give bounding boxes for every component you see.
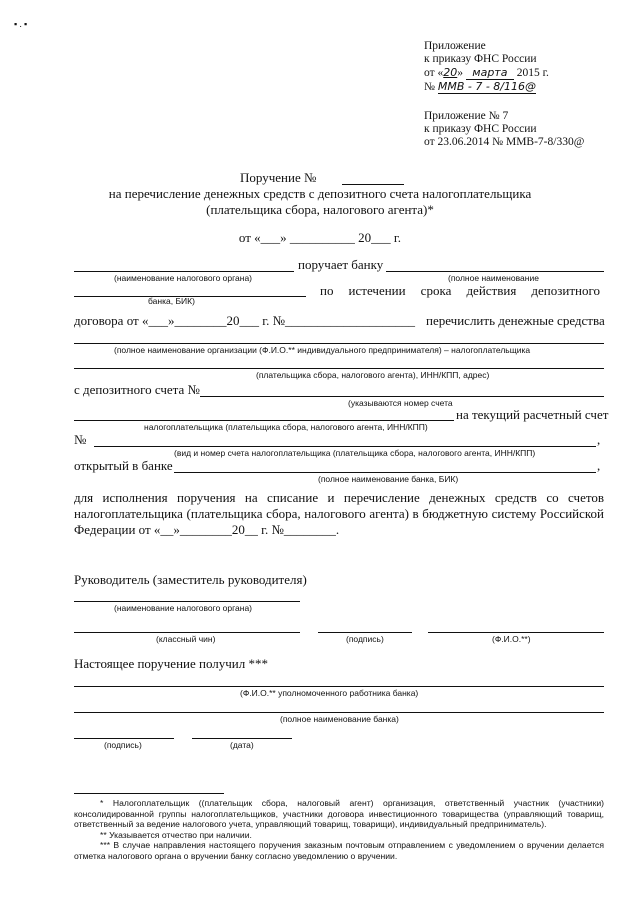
caption-bank-name: (полное наименование банка) — [280, 714, 399, 724]
bank-name-full-line — [74, 712, 604, 713]
bank-line — [174, 472, 596, 473]
appendix-7-title: Приложение № 7 — [424, 110, 509, 122]
scan-marks: ▪ . ▪ — [14, 19, 28, 29]
caption-account-number: (указываются номер счета — [348, 398, 453, 408]
caption-receiver-signature: (подпись) — [104, 740, 142, 750]
appendix-top — [424, 40, 549, 94]
caption-payer-inn: (плательщика сбора, налогового агента), ИНН/КПП, адрес) — [256, 370, 490, 380]
transfer-funds-text: перечислить денежные средства — [426, 313, 605, 328]
order-date: от «___» __________ 20___ г. — [238, 230, 402, 245]
payer-inn-line — [74, 368, 604, 369]
caption-class-rank: (классный чин) — [156, 634, 216, 644]
caption-bank-employee: (Ф.И.О.** уполномоченного работника банка) — [240, 688, 419, 698]
current-account-text: на текущий расчетный счет — [456, 407, 609, 422]
appendix-7 — [424, 110, 584, 149]
caption-signature: (подпись) — [346, 634, 384, 644]
appendix-number-line: № ММВ - 7 - 8/116@ — [424, 80, 537, 93]
caption-signatory-authority: (наименование налогового органа) — [114, 603, 253, 613]
caption-account-type: (вид и номер счета налогоплательщика (плательщика сбора, налогового агента, ИНН/КПП) — [174, 448, 536, 458]
title-number-line — [342, 184, 404, 185]
caption-tax-authority: (наименование налогового органа) — [114, 273, 253, 283]
caption-receiver-date: (дата) — [230, 740, 254, 750]
signature-line — [318, 632, 412, 633]
signatory-authority-line — [74, 601, 300, 602]
document-title: Поручение № — [240, 170, 317, 185]
appendix-title: Приложение — [424, 40, 486, 52]
footnote-2: ** Указывается отчество при наличии. — [100, 829, 252, 840]
title-subline-2: (плательщика сбора, налогового агента)* — [206, 202, 434, 217]
comma: , — [597, 432, 601, 447]
caption-bank-bik: банка, БИК) — [148, 296, 195, 306]
contract-line: договора от «___»________20___ г. №____________________ — [74, 313, 415, 328]
expiry-text: по истечении срока действия депозитного — [320, 283, 600, 298]
appendix-7-order-line: к приказу ФНС России — [424, 123, 537, 135]
bank-employee-line — [74, 686, 604, 687]
receiver-signature-line — [74, 738, 174, 739]
receiver-date-line — [192, 738, 292, 739]
handwritten-day: 20 — [443, 66, 458, 79]
footnotes — [74, 798, 604, 861]
caption-organization: (полное наименование организации (Ф.И.О.** индивидуального предпринимателя) – налогоплательщика — [114, 345, 531, 355]
organization-line — [74, 343, 604, 344]
deposit-account-text: с депозитного счета № — [74, 382, 200, 397]
tax-authority-line — [74, 271, 294, 272]
footnote-1: * Налогоплательщик ((плательщик сбора, налоговый агент) организация, ответственный участник (участники) консолидированной группы налогоплательщиков, участники договора инвестиционного товарищества (управляющий товарищ, ответственный за ведение налогового учета, управляющий товарищ, товарищи), индивидуальный предприниматель). — [74, 798, 604, 829]
fio-line — [428, 632, 604, 633]
deposit-account-line — [200, 396, 604, 397]
purpose-paragraph: для исполнения поручения на списание и перечисление денежных средств со счетов налогоплательщика (плательщика сбора, налогового агента) в бюджетную систему Российской Федерации от «__»________20__ г. №________. — [74, 490, 604, 537]
caption-fio: (Ф.И.О.**) — [492, 634, 531, 644]
appendix-7-date-line: от 23.06.2014 № ММВ-7-8/330@ — [424, 136, 585, 148]
handwritten-month: марта — [466, 66, 514, 80]
appendix-order-line: к приказу ФНС России — [424, 53, 537, 65]
account-number-sign: № — [74, 432, 87, 447]
current-account-line-a — [74, 420, 454, 421]
bank-name-line — [386, 271, 604, 272]
caption-full-name: (полное наименование — [448, 273, 539, 283]
caption-bank-full: (полное наименование банка, БИК) — [318, 474, 459, 484]
caption-taxpayer-inn: налогоплательщика (плательщика сбора, налогового агента, ИНН/КПП) — [144, 422, 428, 432]
comma: , — [597, 458, 601, 473]
handwritten-order-number: ММВ - 7 - 8/116@ — [437, 80, 537, 93]
instructs-bank-text: поручает банку — [298, 257, 384, 272]
appendix-date-line: от «20» марта 2015 г. — [424, 66, 549, 79]
footnote-separator — [74, 793, 224, 794]
footnote-3: *** В случае направления настоящего поручения заказным почтовым отправлением с уведомлением о вручении делается отметка налогового органа о вручении банку согласно уведомлению о вручении. — [74, 840, 604, 861]
account-number-line — [94, 446, 596, 447]
title-subline: на перечисление денежных средств с депозитного счета налогоплательщика — [108, 186, 532, 201]
signatory-heading: Руководитель (заместитель руководителя) — [74, 572, 307, 587]
opened-in-bank-text: открытый в банке — [74, 458, 173, 473]
class-rank-line — [74, 632, 300, 633]
received-heading: Настоящее поручение получил *** — [74, 656, 269, 671]
